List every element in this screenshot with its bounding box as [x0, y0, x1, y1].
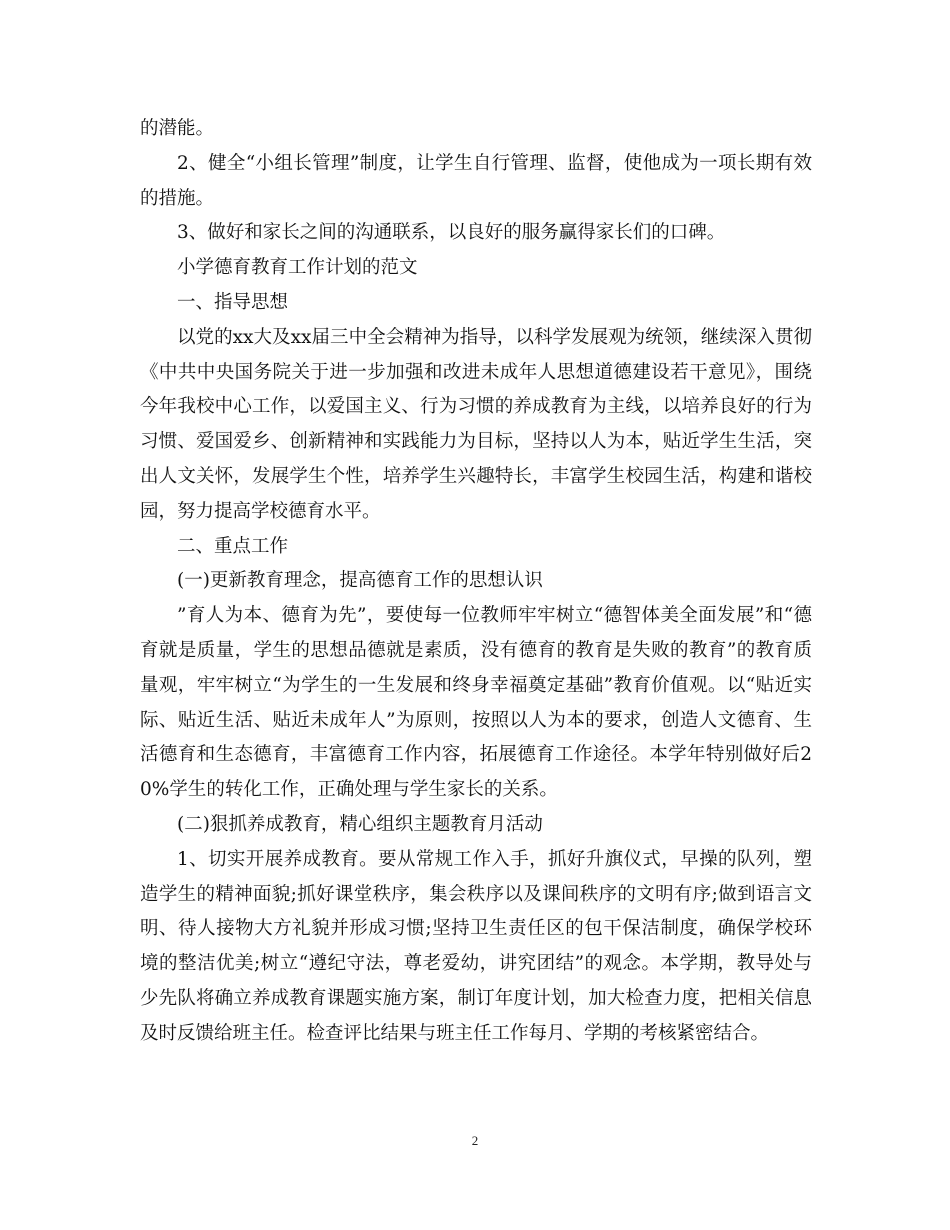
paragraph-item-3: 3、做好和家长之间的沟通联系，以良好的服务赢得家长们的口碑。	[177, 222, 726, 244]
paragraph-item-2: 2、健全“小组长管理”制度，让学生自行管理、监督，使他成为一项长期有效的措施。	[140, 152, 812, 209]
document-title: 小学德育教育工作计划的范文	[177, 257, 418, 279]
paragraph-habit-education: 1、切实开展养成教育。要从常规工作入手，抓好升旗仪式，早操的队列，塑造学生的精神面貌;抓好课堂秩序，集会秩序以及课间秩序的文明有序;做到语言文明、待人接物大方礼貌并形成习惯;坚持卫生责任区的包干保洁制度，确保学校环境的整洁优美;树立“遵纪守法，尊老爱幼，讲究团结”的观念。本学期，教导处与少先队将确立养成教育课题实施方案，制订年度计划，加大检查力度，把相关信息及时反馈给班主任。检查评比结果与班主任工作每月、学期的考核紧密结合。	[140, 848, 812, 1044]
paragraph-guiding-thought: 以党的xx大及xx届三中全会精神为指导，以科学发展观为统领，继续深入贯彻《中共中央国务院关于进一步加强和改进未成年人思想道德建设若干意见》，围绕今年我校中心工作，以爱国主义、行为习惯的养成教育为主线，以培养良好的行为习惯、爱国爱乡、创新精神和实践能力为目标，坚持以人为本，贴近学生生活，突出人文关怀，发展学生个性，培养学生兴趣特长，丰富学生校园生活，构建和谐校园，努力提高学校德育水平。	[140, 326, 812, 522]
page-number: 2	[471, 1133, 479, 1148]
paragraph-update-concepts: ”育人为本、德育为先”，要使每一位教师牢牢树立“德智体美全面发展”和“德育就是质量，学生的思想品德就是素质，没有德育的教育是失败的教育”的教育质量观，牢牢树立“为学生的一生发展和终身幸福奠定基础”教育价值观。以“贴近实际、贴近生活、贴近未成年人”为原则，按照以人为本的要求，创造人文德育、生活德育和生态德育，丰富德育工作内容，拓展德育工作途径。本学年特别做好后20%学生的转化工作，正确处理与学生家长的关系。	[140, 605, 812, 801]
section-heading-key-work: 二、重点工作	[177, 535, 289, 557]
subheading-habit-education: (二)狠抓养成教育，精心组织主题教育月活动	[177, 813, 543, 835]
paragraph-continuation: 的潜能。	[140, 118, 215, 139]
document-body	[140, 112, 812, 1052]
subheading-update-concepts: (一)更新教育理念，提高德育工作的思想认识	[177, 570, 543, 592]
section-heading-guiding-thought: 一、指导思想	[177, 291, 289, 313]
